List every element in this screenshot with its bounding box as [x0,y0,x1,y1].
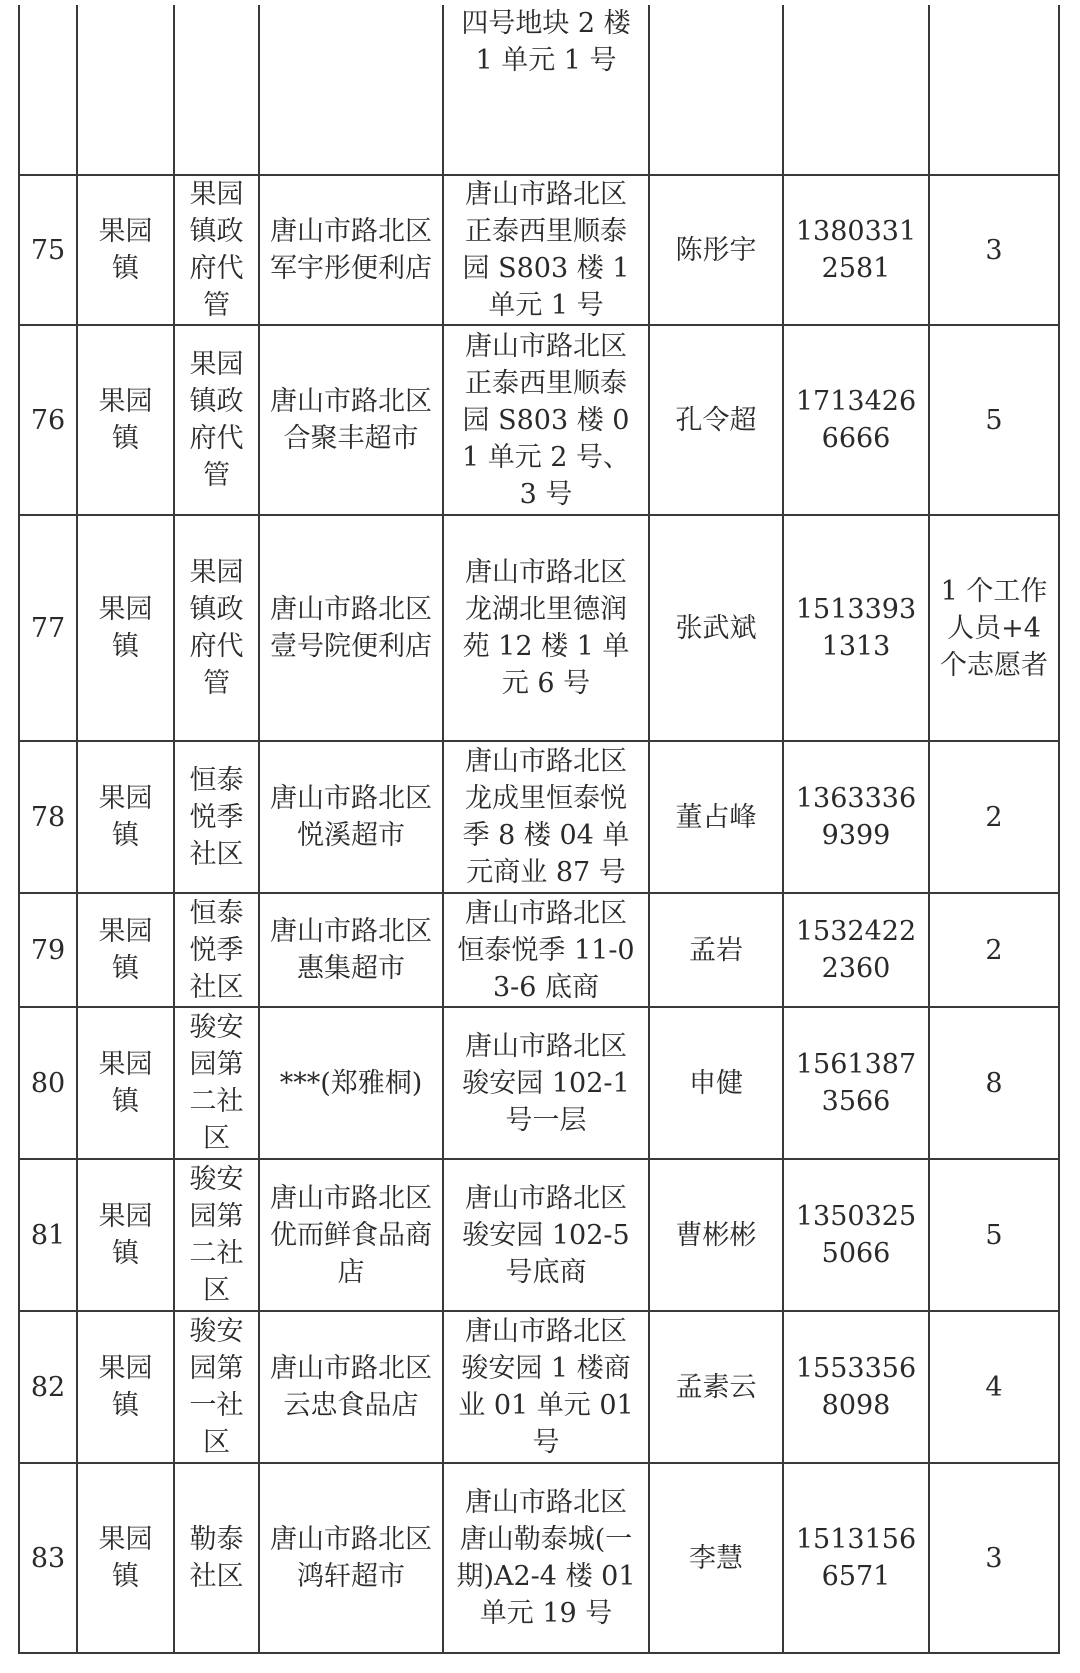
cell-contact [649,5,783,175]
cell-community: 骏安园第二社区 [174,1007,259,1159]
table-row-continued [19,5,1059,175]
table-row [19,1007,1059,1159]
table-row [19,1463,1059,1653]
cell-address: 唐山市路北区恒泰悦季 11-03-6 底商 [443,893,649,1007]
table-row [19,893,1059,1007]
cell-address: 唐山市路北区龙湖北里德润苑 12 楼 1 单元 6 号 [443,515,649,741]
cell-contact: 董占峰 [649,741,783,893]
cell-staff [929,5,1059,175]
cell-store: 唐山市路北区云忠食品店 [259,1311,443,1463]
cell-community: 恒泰悦季社区 [174,893,259,1007]
cell-contact: 孟岩 [649,893,783,1007]
cell-community: 恒泰悦季社区 [174,741,259,893]
cell-contact: 曹彬彬 [649,1159,783,1311]
cell-store: 唐山市路北区合聚丰超市 [259,325,443,515]
cell-community: 勒泰社区 [174,1463,259,1653]
cell-phone: 13803312581 [783,175,929,325]
cell-no: 82 [19,1311,77,1463]
cell-phone: 15324222360 [783,893,929,1007]
cell-staff: 5 [929,325,1059,515]
cell-town: 果园镇 [77,1311,174,1463]
cell-store: ***(郑雅桐) [259,1007,443,1159]
cell-town: 果园镇 [77,325,174,515]
cell-no: 81 [19,1159,77,1311]
cell-staff: 1 个工作人员+4 个志愿者 [929,515,1059,741]
table-row [19,175,1059,325]
table-row [19,325,1059,515]
cell-store: 唐山市路北区惠集超市 [259,893,443,1007]
cell-store [259,5,443,175]
table-row [19,1159,1059,1311]
cell-community [174,5,259,175]
cell-town: 果园镇 [77,1007,174,1159]
cell-staff: 2 [929,893,1059,1007]
cell-staff: 4 [929,1311,1059,1463]
cell-contact: 孔令超 [649,325,783,515]
cell-community: 果园镇政府代管 [174,515,259,741]
cell-community: 果园镇政府代管 [174,325,259,515]
cell-address: 唐山市路北区正泰西里顺泰园 S803 楼 01 单元 2 号、3 号 [443,325,649,515]
cell-no: 77 [19,515,77,741]
cell-town: 果园镇 [77,515,174,741]
cell-address: 唐山市路北区唐山勒泰城(一期)A2-4 楼 01 单元 19 号 [443,1463,649,1653]
cell-phone: 15131566571 [783,1463,929,1653]
cell-address: 唐山市路北区龙成里恒泰悦季 8 楼 04 单元商业 87 号 [443,741,649,893]
cell-no: 76 [19,325,77,515]
cell-contact: 孟素云 [649,1311,783,1463]
cell-store: 唐山市路北区鸿轩超市 [259,1463,443,1653]
cell-community: 骏安园第二社区 [174,1159,259,1311]
cell-phone: 15133931313 [783,515,929,741]
table-row [19,1311,1059,1463]
cell-staff: 2 [929,741,1059,893]
cell-phone [783,5,929,175]
cell-store: 唐山市路北区军宇彤便利店 [259,175,443,325]
cell-phone: 15533568098 [783,1311,929,1463]
cell-contact: 申健 [649,1007,783,1159]
cell-town: 果园镇 [77,893,174,1007]
cell-phone: 13503255066 [783,1159,929,1311]
cell-store: 唐山市路北区优而鲜食品商店 [259,1159,443,1311]
cell-town: 果园镇 [77,1159,174,1311]
cell-contact: 陈彤宇 [649,175,783,325]
cell-phone: 15613873566 [783,1007,929,1159]
cell-no [19,5,77,175]
cell-phone: 13633369399 [783,741,929,893]
cell-no: 75 [19,175,77,325]
cell-contact: 李慧 [649,1463,783,1653]
cell-staff: 3 [929,175,1059,325]
cell-no: 80 [19,1007,77,1159]
table-row [19,741,1059,893]
table-row [19,515,1059,741]
cell-town: 果园镇 [77,175,174,325]
cell-town: 果园镇 [77,741,174,893]
cell-no: 79 [19,893,77,1007]
cell-phone: 17134266666 [783,325,929,515]
cell-contact: 张武斌 [649,515,783,741]
cell-town [77,5,174,175]
cell-no: 83 [19,1463,77,1653]
cell-no: 78 [19,741,77,893]
cell-community: 骏安园第一社区 [174,1311,259,1463]
cell-address: 唐山市路北区正泰西里顺泰园 S803 楼 1 单元 1 号 [443,175,649,325]
cell-address: 四号地块 2 楼 1 单元 1 号 [443,5,649,175]
cell-staff: 5 [929,1159,1059,1311]
cell-address: 唐山市路北区骏安园 102-5 号底商 [443,1159,649,1311]
cell-community: 果园镇政府代管 [174,175,259,325]
cell-address: 唐山市路北区骏安园 1 楼商业 01 单元 01 号 [443,1311,649,1463]
cell-staff: 3 [929,1463,1059,1653]
cell-town: 果园镇 [77,1463,174,1653]
cell-staff: 8 [929,1007,1059,1159]
cell-address: 唐山市路北区骏安园 102-1 号一层 [443,1007,649,1159]
store-table [18,5,1060,1654]
cell-store: 唐山市路北区悦溪超市 [259,741,443,893]
cell-store: 唐山市路北区壹号院便利店 [259,515,443,741]
